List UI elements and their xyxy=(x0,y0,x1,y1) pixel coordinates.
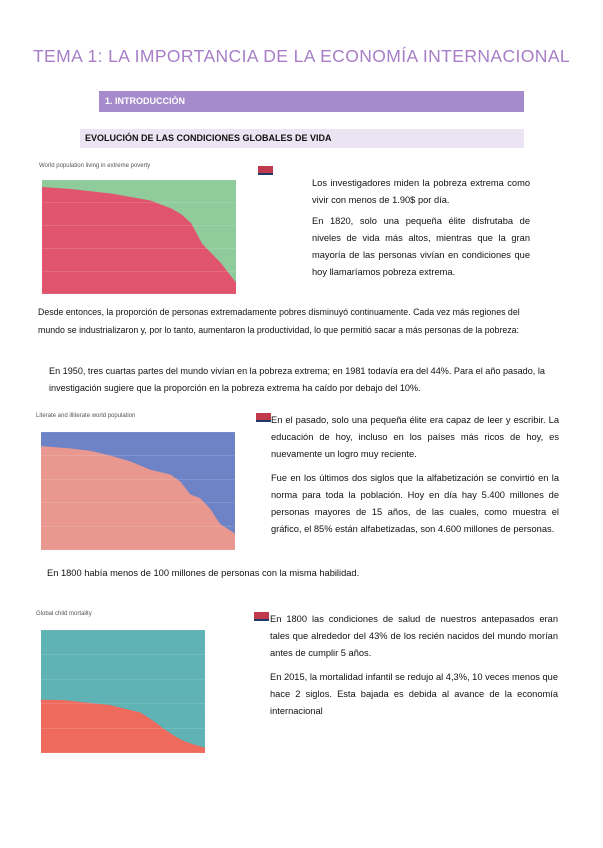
literacy-paragraph-3: En 1800 había menos de 100 millones de personas con la misma habilidad. xyxy=(47,568,360,578)
subsection-heading: EVOLUCIÓN DE LAS CONDICIONES GLOBALES DE VIDA xyxy=(85,133,332,143)
mortality-paragraph-1: En 1800 las condiciones de salud de nuestros antepasados eran tales que alrededor del 43% de los recién nacidos del mundo morían antes de cumplir 5 años. xyxy=(270,614,558,658)
poverty-chart xyxy=(36,160,261,303)
literacy-paragraph-1: En el pasado, solo una pequeña élite era capaz de leer y escribir. La educación de hoy, incluso en los países más ricos de hoy, es nuevamente un logro muy reciente. xyxy=(271,415,559,459)
literacy-chart xyxy=(35,410,240,557)
poverty-paragraph-2: En 1820, solo una pequeña élite disfrutaba de niveles de vida más altos, mientras que la gran mayoría de las personas vivían en condiciones que hoy llamaríamos pobreza extrema. xyxy=(312,216,530,277)
page-title: TEMA 1: LA IMPORTANCIA DE LA ECONOMÍA INTERNACIONAL xyxy=(32,46,571,66)
child-mortality-chart-svg xyxy=(35,608,252,763)
poverty-paragraph-1: Los investigadores miden la pobreza extrema como vivir con menos de 1.90$ por día. xyxy=(312,178,530,205)
source-logo-icon xyxy=(254,612,269,621)
poverty-chart-svg xyxy=(36,160,261,303)
child-mortality-chart-title: Global child mortality xyxy=(36,611,92,617)
literacy-paragraph-2: Fue en los últimos dos siglos que la alfabetización se convirtió en la norma para toda la población. Hoy en día hay 5.400 millones de personas mayores de 15 años, de las cuales, como muestra el gráfico, el 85% están alfabetizadas, son 4.600 millones de personas. xyxy=(271,473,559,534)
poverty-chart-title: World population living in extreme poverty xyxy=(39,163,151,169)
section-heading: 1. INTRODUCCIÓN xyxy=(105,96,186,106)
mortality-paragraph-2: En 2015, la mortalidad infantil se redujo al 4,3%, 10 veces menos que hace 2 siglos. Esta bajada es debida al avance de la economía internacional xyxy=(270,672,558,716)
section-heading-bar xyxy=(99,91,524,112)
poverty-stats-paragraph: En 1950, tres cuartas partes del mundo vivían en la pobreza extrema; en 1981 todavía era del 44%. Para el año pasado, la investigación sugiere que la proporción en la pobreza extrema ha caído por debajo del 10%. xyxy=(49,366,545,393)
poverty-intro-paragraph: Desde entonces, la proporción de personas extremadamente pobres disminuyó continuamente. Cada vez más regiones del mundo se industrializaron y, por lo tanto, aumentaron la productividad, lo que permitió sacar a más personas de la pobreza: xyxy=(38,307,520,335)
source-logo-icon xyxy=(256,413,271,422)
literacy-chart-svg xyxy=(35,410,240,557)
child-mortality-chart xyxy=(35,608,252,763)
source-logo-icon xyxy=(258,166,273,175)
literacy-chart-title: Literate and illiterate world population xyxy=(36,413,136,419)
subsection-heading-bar xyxy=(80,129,524,148)
